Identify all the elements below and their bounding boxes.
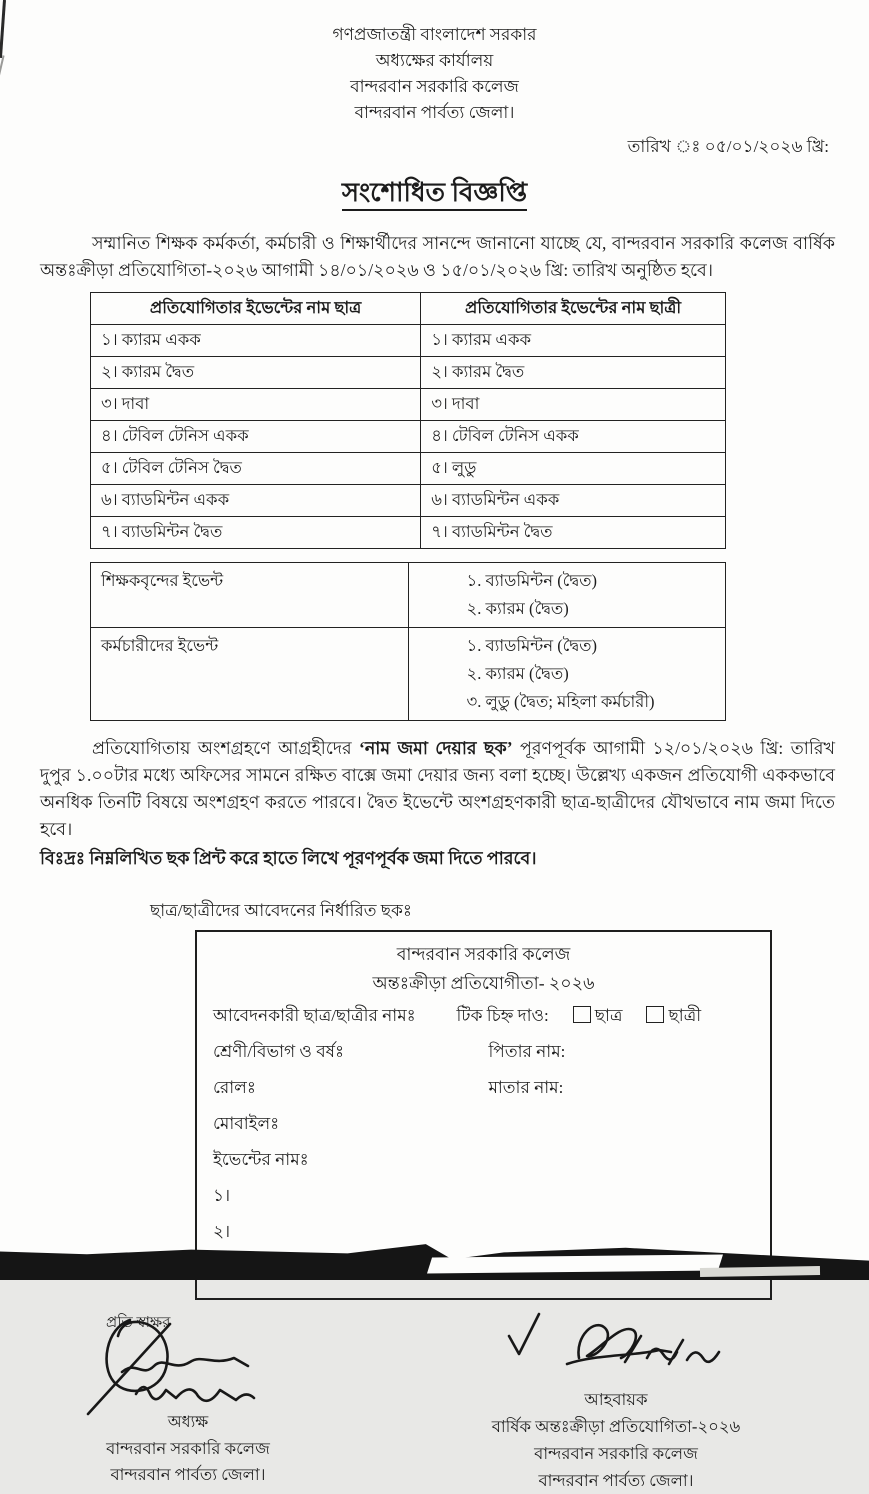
form-row-class [213,1034,754,1070]
tick-label: টিক চিহ্ন দাও: [456,1006,549,1025]
cell-boys-2: ২। ক্যারম দ্বৈত [91,357,421,389]
table-row [91,517,726,549]
college-line: বান্দরবান সরকারি কলেজ [350,77,519,96]
table-row [91,453,726,485]
letterhead [0,0,869,126]
table-row [91,628,726,721]
form-row-name [213,998,754,1034]
event-line-2: ২। [213,1222,231,1241]
teachers-item-2: ২. ক্যারম (দ্বৈত) [466,599,569,618]
cell-girls-6: ৬। ব্যাডমিন্টন একক [421,485,726,517]
instructions-post: পূরণপূর্বক আগামী ১২/০১/২০২৬ খ্রি: তারিখ দুপুর ১.০০টার মধ্যে অফিসের সামনে রক্ষিত বাক্সে জমা দেয়ার জন্য বলা হচ্ছে। উল্লেখ্য একজন প্রতিযোগী এককভাবে অনধিক তিনটি বিষয়ে অংশগ্রহণ করতে পারবে। দ্বৈত ইভেন্টে অংশগ্রহণকারী ছাত্র-ছাত্রীদের যৌথভাবে নাম জমা দিতে হবে। [40,738,835,839]
class-label: শ্রেণী/বিভাগ ও বর্ষঃ [213,1042,345,1061]
principal-signature-block [68,1308,308,1494]
instructions-bold-phrase: ‘নাম জমা দেয়ার ছক’ [359,738,513,758]
cell-girls-2: ২। ক্যারম দ্বৈত [421,357,726,389]
table-row [91,485,726,517]
mother-name-label: মাতার নাম: [488,1078,564,1097]
cell-boys-7: ৭। ব্যাডমিন্টন দ্বৈত [91,517,421,549]
form-college-title: বান্দরবান সরকারি কলেজ [396,944,571,964]
cell-boys-3: ৩। দাবা [91,389,421,421]
scan-bottom-shadow [0,1234,869,1280]
form-caption: ছাত্র/ছাত্রীদের আবেদনের নির্ধারিত ছকঃ [150,901,412,920]
principal-org-line: বান্দরবান সরকারি কলেজ [106,1439,270,1458]
cell-girls-3: ৩। দাবা [421,389,726,421]
staff-events-label: কর্মচারীদের ইভেন্ট [91,628,409,721]
female-option [632,998,701,1034]
staff-events-table [90,562,726,721]
office-line: অধ্যক্ষের কার্যালয় [375,51,494,70]
countersign-label: প্রতি স্বাক্ষর [106,1315,171,1331]
cell-girls-4: ৪। টেবিল টেনিস একক [421,421,726,453]
staff-item-1: ১. ব্যাডমিন্টন (দ্বৈত) [466,636,598,655]
cell-boys-1: ১। ক্যারম একক [91,325,421,357]
mobile-label: মোবাইলঃ [213,1114,280,1133]
convener-role-label: আহবায়ক [584,1390,648,1409]
form-row-event-1 [213,1178,754,1214]
female-label: ছাত্রী [668,1006,702,1025]
table-row [91,421,726,453]
principal-signature-scribble-icon [74,1308,284,1418]
tick-group [456,998,754,1034]
table-row [91,563,726,628]
instructions-paragraph [40,735,835,843]
male-label: ছাত্র [594,1006,623,1025]
teachers-events-label: শিক্ষকবৃন্দের ইভেন্ট [91,563,409,628]
scan-shadow-gap [427,1254,723,1273]
district-line: বান্দরবান পার্বত্য জেলা। [354,103,515,122]
teachers-item-1: ১. ব্যাডমিন্টন (দ্বৈত) [466,571,598,590]
convener-signature-scribble-icon [501,1308,731,1386]
cell-boys-4: ৪। টেবিল টেনিস একক [91,421,421,453]
father-name-label: পিতার নাম: [488,1042,566,1061]
convener-event-line: বার্ষিক অন্তঃক্রীড়া প্রতিযোগিতা-২০২৬ [491,1417,741,1436]
table-row [91,325,726,357]
cell-girls-7: ৭। ব্যাডমিন্টন দ্বৈত [421,517,726,549]
table-row [91,357,726,389]
student-events-table [90,292,726,549]
staff-item-3: ৩. লুডু (দ্বৈত; মহিলা কর্মচারী) [466,692,655,711]
convener-org-line: বান্দরবান সরকারি কলেজ [534,1444,698,1463]
teachers-events-items [408,563,726,628]
convener-signature-block [451,1308,781,1494]
table-row [91,389,726,421]
date-line: তারিখ ঃ ০৫/০১/২০২৬ খ্রি: [627,137,829,156]
form-event-title: অন্তঃক্রীড়া প্রতিযোগীতা- ২০২৬ [372,973,595,993]
intro-paragraph: সম্মানিত শিক্ষক কর্মকর্তা, কর্মচারী ও শিক্ষার্থীদের সানন্দে জানানো যাচ্ছে যে, বান্দরবান সরকারি কলেজ বার্ষিক অন্তঃক্রীড়া প্রতিযোগিতা-২০২৬ আগামী ১৪/০১/২০২৬ ও ১৫/০১/২০২৬ খ্রি: তারিখ অনুষ্ঠিত হবে। [40,233,835,280]
principal-district-line: বান্দরবান পার্বত্য জেলা। [110,1465,266,1484]
govt-line: গণপ্রজাতন্ত্রী বাংলাদেশ সরকার [332,25,537,44]
instructions-pre: প্রতিযোগিতায় অংশগ্রহণে আগ্রহীদের [92,738,360,758]
signature-section [0,1308,869,1494]
notice-title: সংশোধিত বিজ্ঞপ্তি [0,172,869,216]
staff-item-2: ২. ক্যারম (দ্বৈত) [466,664,569,683]
roll-label: রোলঃ [213,1078,256,1097]
cell-girls-5: ৫। লুডু [421,453,726,485]
form-row-mobile [213,1106,754,1142]
table-header-row [91,293,726,325]
events-name-label: ইভেন্টের নামঃ [213,1150,309,1169]
male-option [559,998,623,1034]
form-row-events [213,1142,754,1178]
cell-boys-5: ৫। টেবিল টেনিস দ্বৈত [91,453,421,485]
checkbox-female [646,1006,664,1023]
nb-note: বিঃদ্রঃ নিম্নলিখিত ছক প্রিন্ট করে হাতে লিখে পূরণপূর্বক জমা দিতে পারবে। [40,848,537,868]
header-girls-events: প্রতিযোগিতার ইভেন্টের নাম ছাত্রী [421,293,726,325]
applicant-name-label: আবেদনকারী ছাত্র/ছাত্রীর নামঃ [213,1006,416,1025]
principal-role-label: অধ্যক্ষ [167,1414,209,1431]
cell-boys-6: ৬। ব্যাডমিন্টন একক [91,485,421,517]
event-line-1: ১। [213,1186,231,1205]
cell-girls-1: ১। ক্যারম একক [421,325,726,357]
checkbox-male [573,1006,591,1023]
staff-events-items [408,628,726,721]
header-boys-events: প্রতিযোগিতার ইভেন্টের নাম ছাত্র [91,293,421,325]
convener-district-line: বান্দরবান পার্বত্য জেলা। [538,1471,694,1490]
form-row-roll [213,1070,754,1106]
